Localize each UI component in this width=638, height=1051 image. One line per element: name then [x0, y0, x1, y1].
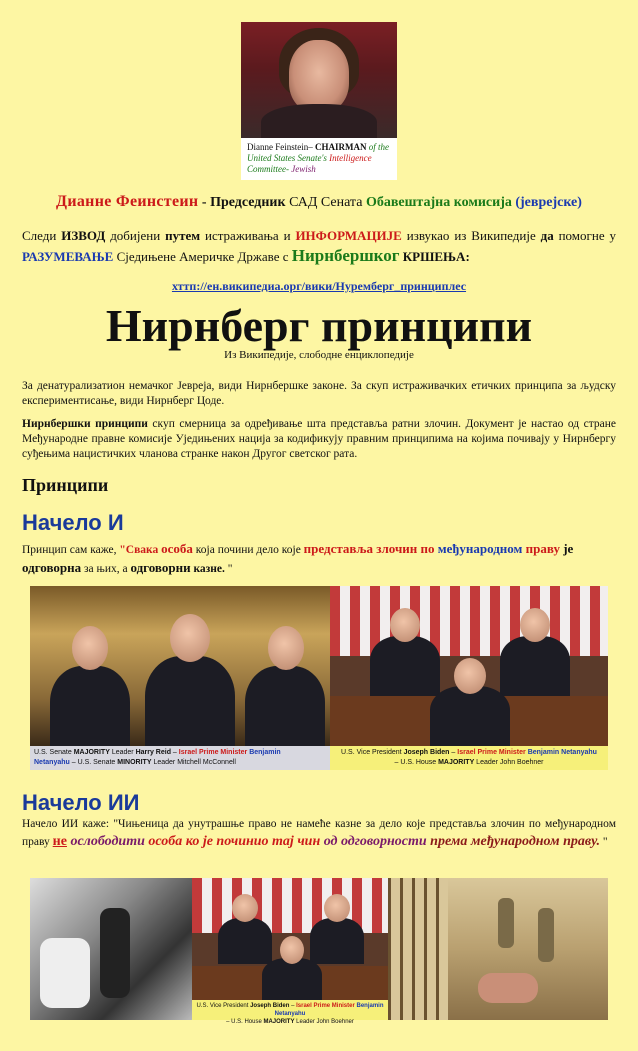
photo-row-1-left-caption	[30, 746, 330, 770]
intro-text: добијени	[105, 228, 166, 243]
p1-end: "	[224, 563, 233, 575]
page-title: Нирнберг принципи	[105, 300, 533, 351]
photo-congress-center	[192, 878, 388, 1020]
p2-prema: према међународном праву.	[426, 834, 600, 849]
cap-majority: MAJORITY	[438, 759, 475, 766]
principles-heading: Принципи	[22, 475, 109, 495]
cap-text: U.S. Vice President	[341, 749, 404, 756]
cap-text: Leader John Boehner	[294, 1019, 354, 1025]
p2-oslobodit: ослободити	[66, 834, 149, 849]
p1-kazne: казне.	[190, 563, 225, 575]
principle-2-text	[22, 816, 616, 851]
principle-1-text	[22, 540, 616, 578]
caption-chairman: CHAIRMAN	[315, 142, 367, 152]
intro-putem: путем	[165, 228, 201, 243]
cap-text: – U.S. Senate	[69, 759, 118, 766]
intro-da: да	[540, 228, 554, 243]
p2-ko: ко је починио тај чин	[182, 834, 321, 849]
p1-osoba: особа	[161, 541, 193, 556]
principle-1-heading: Начело И	[22, 510, 124, 535]
p2-end: "	[599, 836, 608, 848]
photo-leaders-right	[330, 586, 608, 746]
intro-razumevanje: РАЗУМЕВАЊЕ	[22, 249, 114, 264]
cap-israel-pm: Israel Prime Minister	[296, 1003, 355, 1009]
cap-israel-pm: Israel Prime Minister	[457, 749, 526, 756]
intro-izvod: ИЗВОД	[61, 228, 106, 243]
cap-biden: Joseph Biden	[403, 749, 450, 756]
cap-text: – U.S. House	[394, 759, 439, 766]
caption-intelligence: Intelligence	[329, 153, 372, 163]
cap-bibi: Benjamin Netanyahu	[274, 1003, 384, 1017]
wiki-link-row	[0, 279, 638, 294]
cap-bibi: Benjamin	[249, 749, 281, 756]
cap-majority: MAJORITY	[263, 1019, 295, 1025]
headline	[0, 193, 638, 211]
caption-jewish: Jewish	[291, 164, 316, 174]
caption-committee: Committee-	[247, 164, 289, 174]
cap-text: Leader John Boehner	[474, 759, 544, 766]
p1-text: Принцип сам каже,	[22, 544, 120, 556]
intro-text: истраживања и	[200, 228, 296, 243]
wiki-link[interactable]: хттп://ен.википедиа.орг/вики/Нуремберг_принциплес	[171, 279, 467, 293]
cap-text: Leader Mitchell McConnell	[151, 759, 236, 766]
p1-text: за њих, а	[81, 563, 131, 575]
p1-odgovorna: одговорна	[22, 560, 82, 575]
intro-text: помогне у	[553, 228, 616, 243]
photo-prison-right	[388, 878, 608, 1020]
caption-of-the: of the	[368, 142, 389, 152]
intro-text: Следи	[22, 228, 62, 243]
cap-israel-pm: Israel Prime Minister	[178, 749, 248, 756]
cap-majority: MAJORITY	[73, 749, 110, 756]
caption-united: United States Senate's	[247, 153, 327, 163]
headline-dash: -	[198, 195, 211, 210]
definition-term: Нирнбершки принципи	[22, 418, 148, 430]
photo-leaders-left	[30, 586, 330, 746]
cap-text: –	[170, 749, 179, 756]
cap-text: –	[449, 749, 458, 756]
cap-text: Leader	[109, 749, 136, 756]
cap-text: U.S. Senate	[34, 749, 74, 756]
cap-minority: MINORITY	[117, 759, 152, 766]
cap-text: – U.S. House	[226, 1019, 264, 1025]
photo-prison-left	[30, 878, 192, 1020]
intro-paragraph	[22, 226, 616, 267]
p2-osoba: особа	[148, 834, 183, 849]
headline-jewish: (јеврејске)	[515, 195, 582, 210]
cap-bibi: Benjamin Netanyahu	[527, 749, 597, 756]
p1-pravu: праву	[522, 541, 560, 556]
intro-text: извукао из Википедије	[401, 228, 541, 243]
intro-krsenja: КРШЕЊА:	[399, 249, 470, 264]
definition-paragraph	[22, 417, 616, 462]
cap-reid: Harry Reid	[135, 749, 171, 756]
portrait-photo	[241, 22, 397, 138]
portrait-caption	[241, 138, 397, 180]
hatnote-paragraph: За денатурализатион немачког Јевреја, види Нирнбершке законе. За скуп истраживачких етичких принципа за људску експериментисање, види Нирнберг Цоде.	[22, 380, 616, 407]
p1-je: је	[559, 541, 574, 556]
photo-row-1-right-caption	[330, 746, 608, 770]
principle-2-heading: Начело ИИ	[22, 790, 140, 815]
headline-predsednik: Председник	[210, 195, 286, 210]
p1-text: која почини дело које	[192, 544, 304, 556]
cap-text: –	[289, 1003, 297, 1009]
intro-text: Сједињене Америчке Државе с	[113, 249, 292, 264]
intro-informacije: ИНФОРМАЦИЈЕ	[295, 228, 402, 243]
intro-nirnberskog: Нирнбершког	[291, 246, 400, 265]
cap-bibi: Netanyahu	[34, 759, 70, 766]
p2-text: Начело ИИ каже: "Чињеница да унутрашње право не намеће казне за дело које представља злочин по међународном праву	[22, 818, 616, 848]
p1-odgovorni: одговорни	[130, 560, 191, 575]
p2-od: од одговорности	[320, 834, 427, 849]
page-subtitle: Из Википедије, слободне енциклопедије	[224, 349, 414, 361]
p1-quote: "Свака	[119, 544, 162, 556]
cap-biden: Joseph Biden	[250, 1003, 290, 1009]
photo-row-2-caption	[192, 1000, 388, 1025]
headline-name: Дианне Феинстеин	[56, 193, 199, 210]
headline-senate: САД Сената	[285, 195, 366, 210]
p2-ne: не	[52, 834, 67, 849]
caption-name: Dianne Feinstein–	[247, 142, 313, 152]
headline-committee: Обавештајна комисија	[365, 195, 512, 210]
p1-medjunarodnom: међународном	[434, 541, 523, 556]
cap-text: U.S. Vice President	[196, 1003, 251, 1009]
p1-predstavlja: представља злочин по	[303, 541, 435, 556]
definition-text: скуп смерница за одређивање шта представља ратни злочин. Документ је настао од стране Међународне правне комисије Уједињених нација за кодификују правним принципима на којима почивају у Нирнбергу суђењима нацистичких чланова странке након Другог светског рата.	[22, 418, 616, 460]
